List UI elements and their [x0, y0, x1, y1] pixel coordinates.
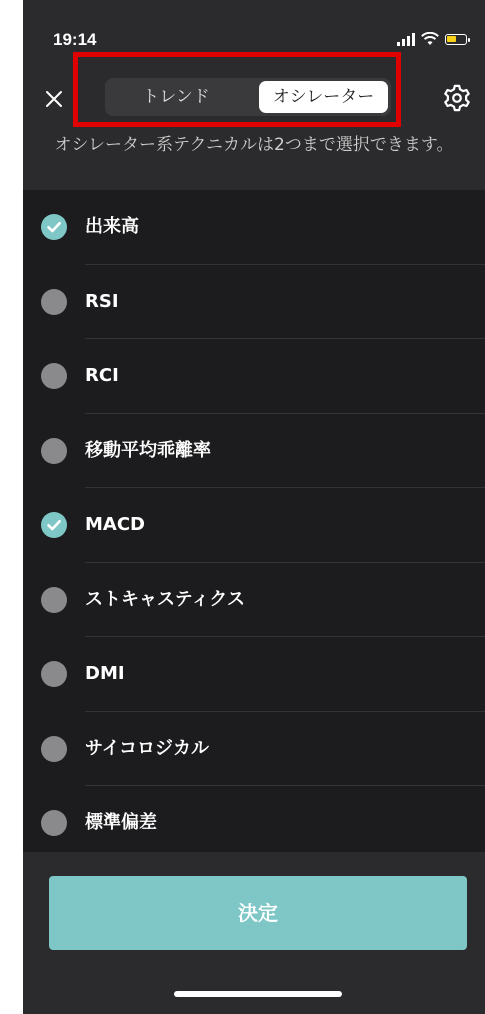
list-item-label: RCI [85, 365, 119, 386]
status-bar [23, 0, 485, 70]
list-item-label: サイコロジカル [85, 737, 210, 759]
list-item-label: DMI [85, 663, 125, 684]
list-item-label: 移動平均乖離率 [85, 439, 211, 461]
list-item-label: RSI [85, 290, 119, 312]
home-indicator[interactable] [174, 991, 342, 997]
check-circle-icon[interactable] [41, 214, 67, 240]
status-icons [397, 32, 467, 46]
confirm-button[interactable]: 決定 [49, 876, 467, 950]
indicator-list [23, 190, 485, 861]
header [23, 70, 485, 126]
tab-trend[interactable]: トレンド [142, 87, 210, 107]
empty-circle-icon[interactable] [41, 363, 67, 389]
phone-screen [23, 0, 485, 1014]
list-item[interactable] [23, 190, 485, 265]
empty-circle-icon[interactable] [41, 736, 67, 762]
list-item[interactable] [23, 265, 485, 340]
check-circle-icon[interactable] [41, 512, 67, 538]
gear-icon[interactable] [443, 84, 471, 112]
empty-circle-icon[interactable] [41, 289, 67, 315]
segmented-control [105, 78, 391, 116]
empty-circle-icon[interactable] [41, 810, 67, 836]
signal-icon [397, 32, 415, 46]
wifi-icon [421, 32, 439, 46]
list-item[interactable] [23, 563, 485, 638]
list-item-label: ストキャスティクス [85, 588, 246, 610]
list-item[interactable] [23, 414, 485, 489]
list-item[interactable] [23, 637, 485, 712]
list-item[interactable] [23, 488, 485, 563]
list-item-label: 出来高 [85, 216, 139, 237]
tab-oscillator[interactable]: オシレーター [259, 81, 388, 113]
list-item-label: MACD [85, 514, 145, 535]
empty-circle-icon[interactable] [41, 587, 67, 613]
selection-limit-notice: オシレーター系テクニカルは2つまで選択できます。 [23, 126, 485, 190]
empty-circle-icon[interactable] [41, 661, 67, 687]
battery-icon [445, 34, 467, 45]
list-item-label: 標準偏差 [85, 812, 157, 833]
list-item[interactable] [23, 339, 485, 414]
list-item[interactable] [23, 712, 485, 787]
close-icon[interactable] [41, 86, 67, 112]
list-item[interactable] [23, 786, 485, 861]
status-time: 19:14 [53, 30, 97, 49]
empty-circle-icon[interactable] [41, 438, 67, 464]
footer [23, 852, 485, 1014]
